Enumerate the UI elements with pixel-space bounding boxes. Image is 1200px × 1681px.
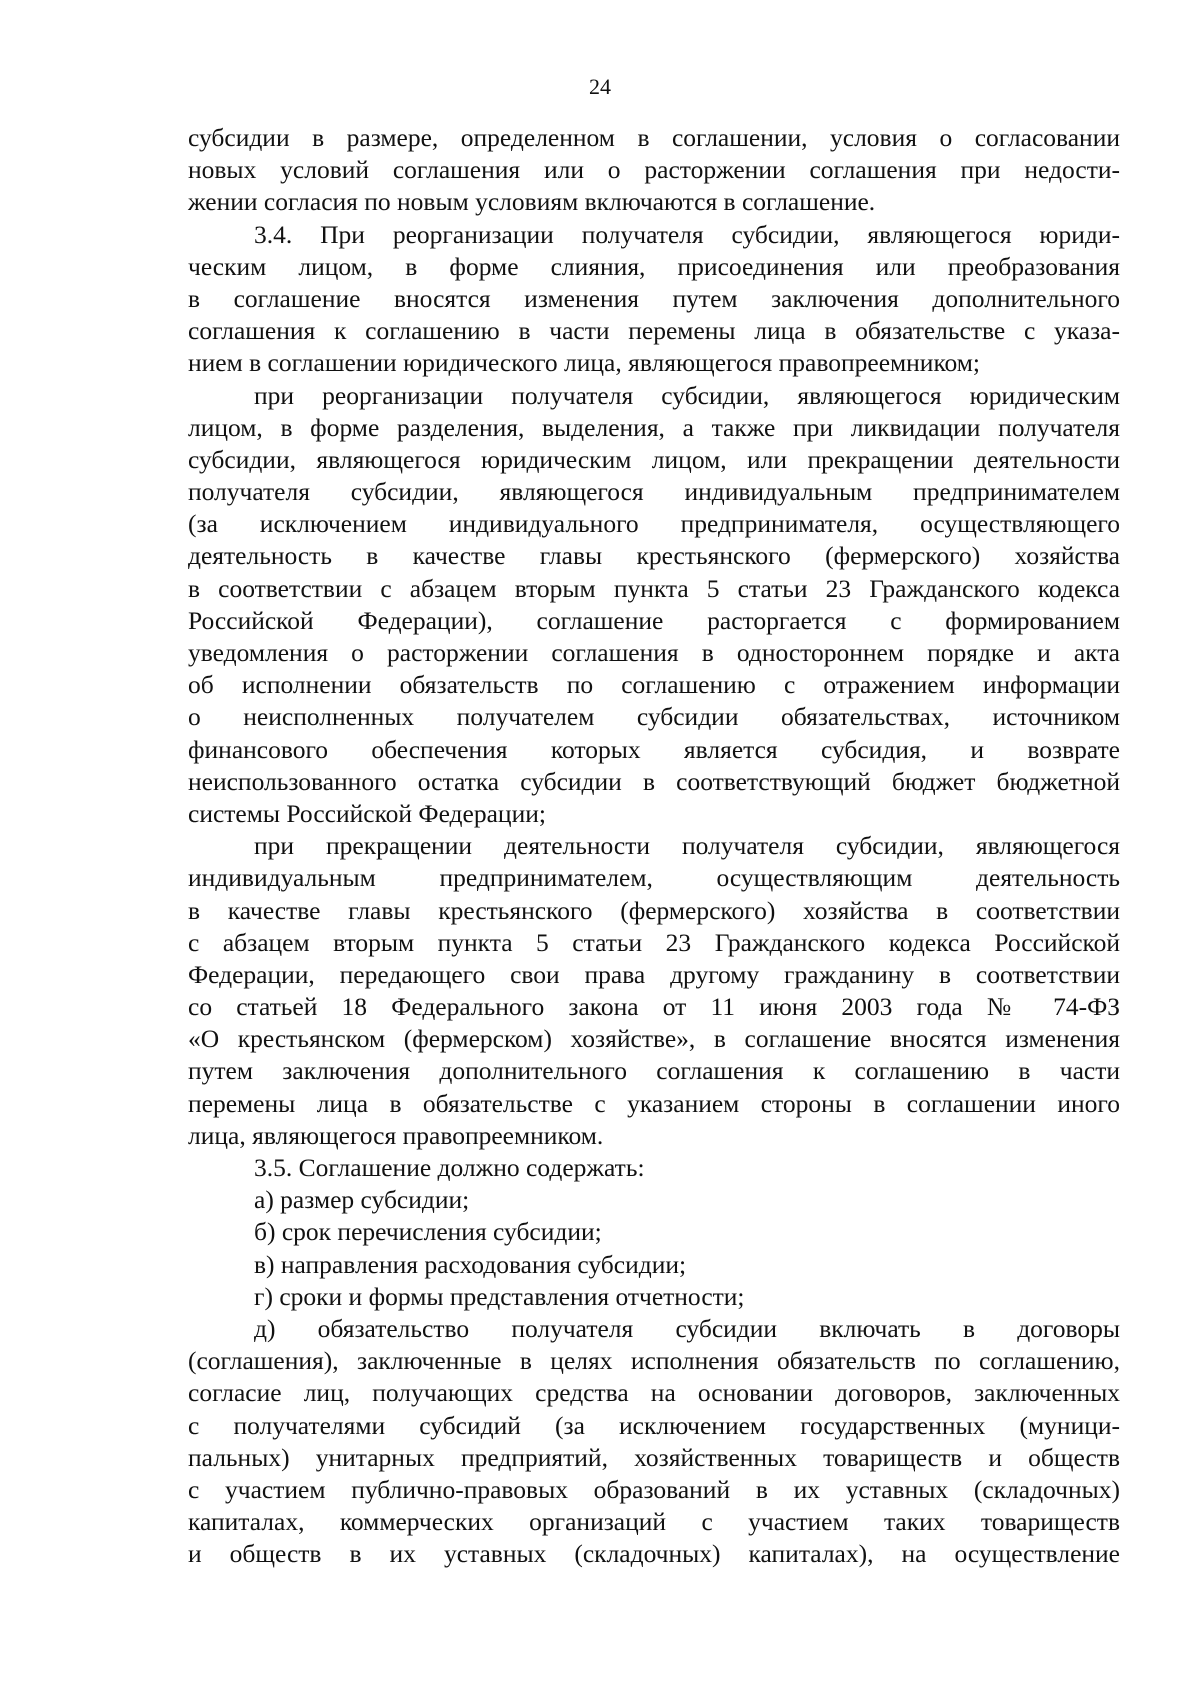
- text-line: субсидии, являющегося юридическим лицом, или прекращении деятельности: [188, 444, 1120, 474]
- text-line: 3.5. Соглашение должно содержать:: [254, 1153, 645, 1182]
- text-line: «О крестьянском (фермерском) хозяйстве», в соглашение вносятся изменения: [188, 1024, 1120, 1054]
- text-line: пальных) унитарных предприятий, хозяйственных товариществ и обществ: [188, 1442, 1120, 1472]
- text-line: об исполнении обязательств по соглашению с отражением информации: [188, 670, 1120, 700]
- text-line: и обществ в их уставных (складочных) капиталах), на осуществление: [188, 1539, 1120, 1569]
- text-line: с получателями субсидий (за исключением государственных (муници-: [188, 1410, 1120, 1440]
- text-line: со статьей 18 Федерального закона от 11 июня 2003 года № 74-ФЗ: [188, 992, 1120, 1022]
- text-line: д) обязательство получателя субсидии включать в договоры: [254, 1313, 1120, 1343]
- text-line: Федерации, передающего свои права другому гражданину в соответствии: [188, 959, 1120, 989]
- text-line: жении согласия по новым условиям включаются в соглашение.: [188, 187, 876, 217]
- text-line: б) срок перечисления субсидии;: [254, 1217, 602, 1247]
- page-number: 24: [589, 74, 611, 99]
- text-line: деятельность в качестве главы крестьянского (фермерского) хозяйства: [188, 541, 1120, 571]
- text-line: с абзацем вторым пункта 5 статьи 23 Гражданского кодекса Российской: [188, 927, 1120, 957]
- text-line: новых условий соглашения или о расторжении соглашения при недости-: [188, 155, 1120, 185]
- text-line: (соглашения), заключенные в целях исполнения обязательств по соглашению,: [188, 1346, 1120, 1376]
- text-line: в) направления расходования субсидии;: [254, 1249, 687, 1279]
- text-line: в качестве главы крестьянского (фермерского) хозяйства в соответствии: [188, 895, 1120, 925]
- text-line: о неисполненных получателем субсидии обязательствах, источником: [188, 702, 1120, 732]
- text-line: получателя субсидии, являющегося индивидуальным предпринимателем: [188, 477, 1120, 507]
- text-line: путем заключения дополнительного соглашения к соглашению в части: [188, 1056, 1120, 1086]
- text-line: 3.4. При реорганизации получателя субсидии, являющегося юриди-: [254, 219, 1120, 249]
- text-line: субсидии в размере, определенном в соглашении, условия о согласовании: [188, 123, 1120, 152]
- text-line: ческим лицом, в форме слияния, присоединения или преобразования: [188, 251, 1120, 281]
- text-line: перемены лица в обязательстве с указанием стороны в соглашении иного: [188, 1088, 1120, 1118]
- document-body: [188, 122, 1120, 1570]
- text-line: при прекращении деятельности получателя субсидии, являющегося: [254, 831, 1120, 861]
- text-line: системы Российской Федерации;: [188, 798, 546, 828]
- text-line: Российской Федерации), соглашение расторгается с формированием: [188, 605, 1120, 635]
- text-line: соглашения к соглашению в части перемены лица в обязательстве с указа-: [188, 316, 1120, 346]
- text-line: согласие лиц, получающих средства на основании договоров, заключенных: [188, 1378, 1120, 1408]
- text-line: капиталах, коммерческих организаций с участием таких товариществ: [188, 1507, 1120, 1537]
- text-line: в соглашение вносятся изменения путем заключения дополнительного: [188, 283, 1120, 313]
- text-line: нием в соглашении юридического лица, являющегося правопреемником;: [188, 348, 981, 378]
- text-line: финансового обеспечения которых является субсидия, и возврате: [188, 734, 1120, 764]
- text-line: (за исключением индивидуального предпринимателя, осуществляющего: [188, 509, 1120, 539]
- text-line: в соответствии с абзацем вторым пункта 5 статьи 23 Гражданского кодекса: [188, 573, 1120, 603]
- text-line: индивидуальным предпринимателем, осуществляющим деятельность: [188, 863, 1120, 893]
- text-line: с участием публично-правовых образований в их уставных (складочных): [188, 1474, 1120, 1504]
- text-line: при реорганизации получателя субсидии, являющегося юридическим: [254, 380, 1120, 410]
- text-line: лицом, в форме разделения, выделения, а также при ликвидации получателя: [188, 412, 1120, 442]
- text-line: а) размер субсидии;: [254, 1185, 470, 1215]
- text-line: неиспользованного остатка субсидии в соответствующий бюджет бюджетной: [188, 766, 1120, 796]
- text-line: уведомления о расторжении соглашения в одностороннем порядке и акта: [188, 638, 1120, 667]
- text-line: г) сроки и формы представления отчетности;: [254, 1281, 745, 1311]
- text-line: лица, являющегося правопреемником.: [188, 1120, 604, 1150]
